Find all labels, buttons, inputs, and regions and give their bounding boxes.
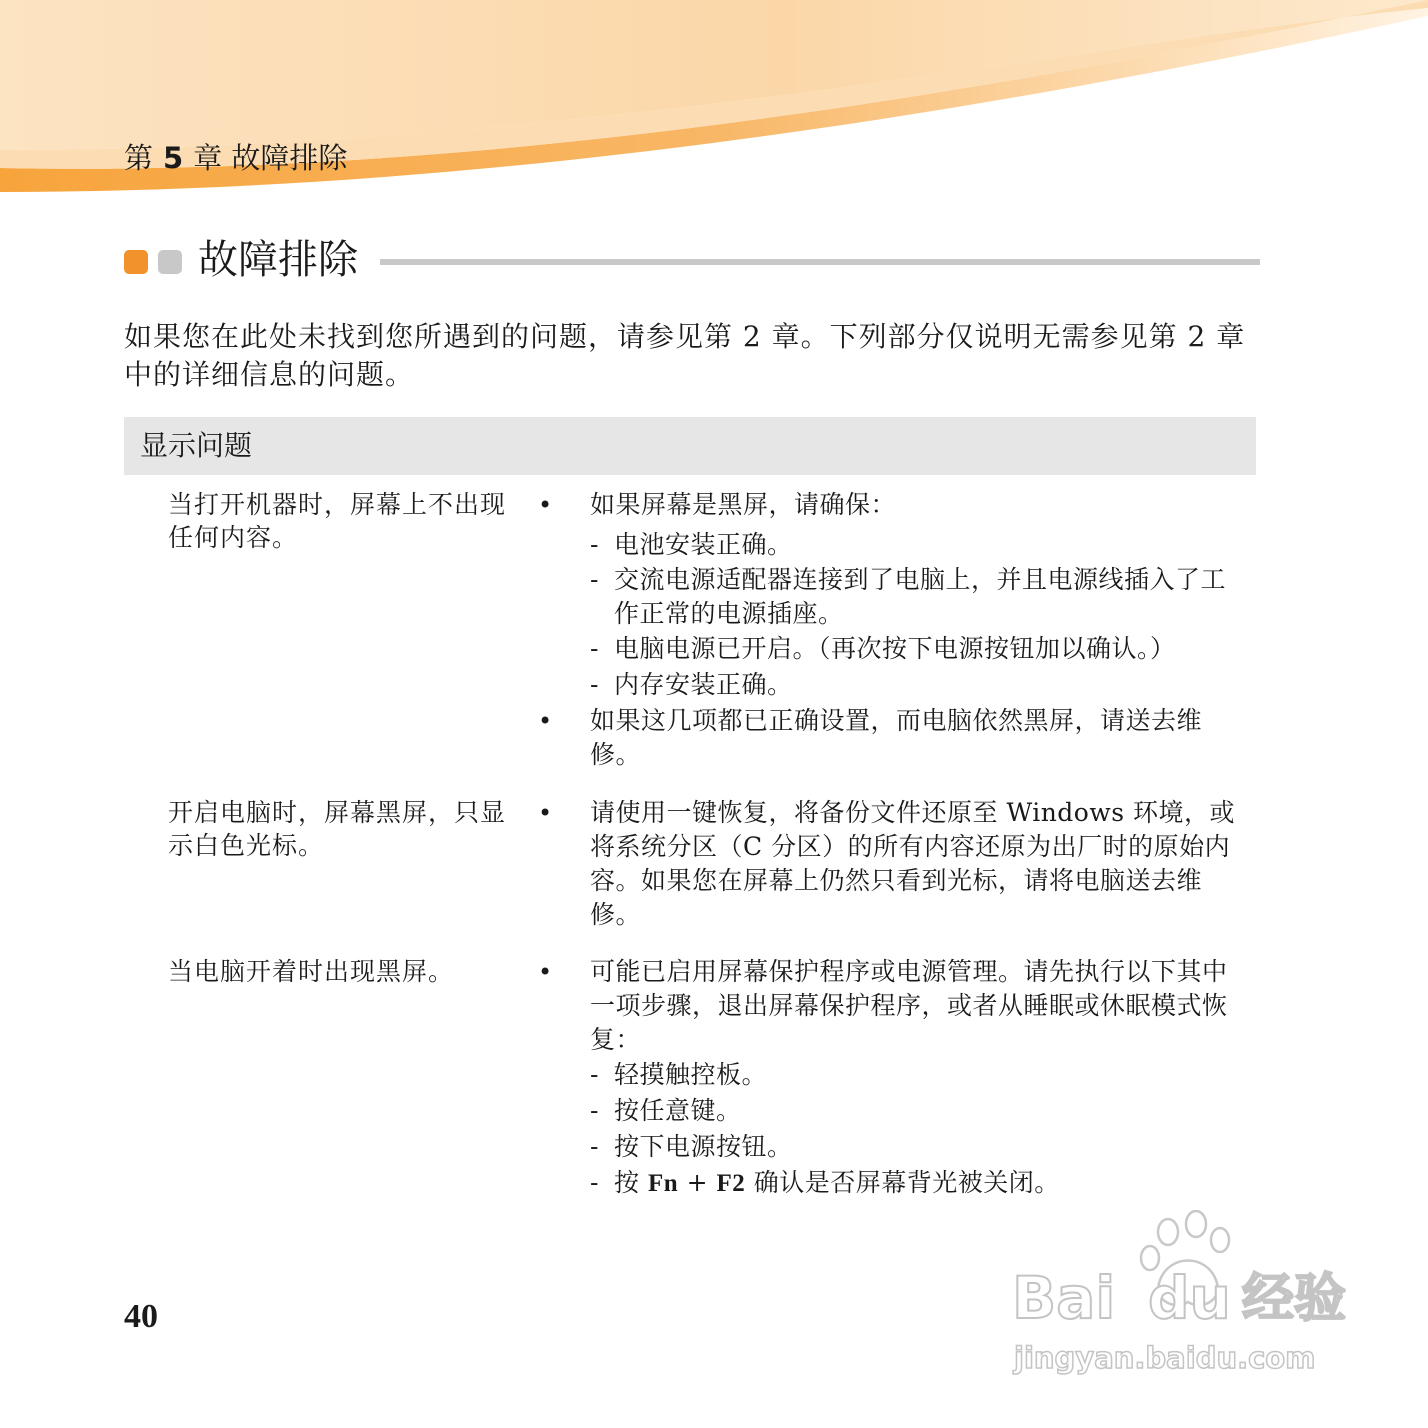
dash-icon: - xyxy=(590,1096,599,1125)
key-f2: F2 xyxy=(716,1170,746,1197)
intro-paragraph: 如果您在此处未找到您所遇到的问题，请参见第 2 章。下列部分仅说明无需参见第 2 章中的详细信息的问题。 xyxy=(124,320,1246,391)
sub-item-text: 电池安装正确。 xyxy=(614,530,793,559)
dash-icon: - xyxy=(590,530,599,559)
solution-text: 可能已启用屏幕保护程序或电源管理。请先执行以下其中一项步骤，退出屏幕保护程序，或者从睡眠或休眠模式恢复： xyxy=(590,957,1228,1054)
sub-item-text: 交流电源适配器连接到了电脑上，并且电源线插入了工作正常的电源插座。 xyxy=(614,565,1227,628)
sub-item xyxy=(590,528,1250,562)
dash-icon: - xyxy=(590,1060,599,1089)
dash-icon: - xyxy=(590,565,599,594)
sub-item xyxy=(590,632,1250,666)
bullet-icon: • xyxy=(538,799,553,827)
sub-item-text: 内存安装正确。 xyxy=(614,670,793,699)
baidu-jingyan-watermark xyxy=(1010,1210,1350,1380)
key-fn: Fn xyxy=(647,1170,679,1197)
watermark-url: jingyan.baidu.com xyxy=(1014,1341,1316,1375)
problem-text: 当打开机器时，屏幕上不出现任何内容。 xyxy=(168,490,507,552)
table-header-label: 显示问题 xyxy=(140,429,253,462)
section-title-row xyxy=(124,232,1260,288)
bullet-icon: • xyxy=(538,491,553,519)
watermark-product: 经验 xyxy=(1242,1269,1347,1329)
sub-item xyxy=(590,1130,1250,1164)
watermark-brand-right: du xyxy=(1148,1264,1231,1332)
plus-sign: + xyxy=(686,1168,709,1197)
table-header xyxy=(124,417,1256,475)
dash-icon: - xyxy=(590,1168,599,1197)
bullet-icon: • xyxy=(538,958,553,986)
orange-square-icon xyxy=(124,250,148,274)
sub-item-text-after: 确认是否屏幕背光被关闭。 xyxy=(753,1168,1060,1197)
sub-item xyxy=(590,1058,1250,1092)
sub-item xyxy=(590,668,1250,702)
solution-text: 请使用一键恢复，将备份文件还原至 Windows 环境，或将系统分区（C 分区）的所有内容还原为出厂时的原始内容。如果您在屏幕上仍然只看到光标，请将电脑送去维修。 xyxy=(590,798,1236,929)
dash-icon: - xyxy=(590,634,599,663)
watermark-brand-left: Bai xyxy=(1012,1264,1116,1332)
sub-item xyxy=(590,1094,1250,1128)
problem-text: 当电脑开着时出现黑屏。 xyxy=(168,957,455,986)
dash-icon: - xyxy=(590,670,599,699)
sub-item-text: 电脑电源已开启。（再次按下电源按钮加以确认。） xyxy=(614,634,1176,663)
sub-item-text: 轻摸触控板。 xyxy=(614,1060,768,1089)
gray-square-icon xyxy=(158,250,182,274)
problem-text: 开启电脑时，屏幕黑屏，只显示白色光标。 xyxy=(168,798,507,860)
solution-text: 如果这几项都已正确设置，而电脑依然黑屏，请送去维修。 xyxy=(590,706,1203,769)
chapter-heading xyxy=(124,136,347,177)
sub-item-text: 按任意键。 xyxy=(614,1096,742,1125)
bullet-icon: • xyxy=(538,707,553,735)
sub-item xyxy=(590,563,1250,631)
sub-item-text xyxy=(614,1166,1250,1201)
sub-item xyxy=(590,1166,1250,1201)
chapter-number: 5 xyxy=(163,141,184,175)
section-title: 故障排除 xyxy=(198,237,358,283)
chapter-title: 章 故障排除 xyxy=(193,141,348,175)
dash-icon: - xyxy=(590,1132,599,1161)
chapter-prefix: 第 xyxy=(124,141,154,175)
solution-text: 如果屏幕是黑屏，请确保： xyxy=(590,490,897,519)
sub-item-text-before: 按 xyxy=(614,1168,640,1197)
sub-item-text: 按下电源按钮。 xyxy=(614,1132,793,1161)
page-number: 40 xyxy=(124,1298,158,1335)
section-rule xyxy=(380,259,1260,265)
